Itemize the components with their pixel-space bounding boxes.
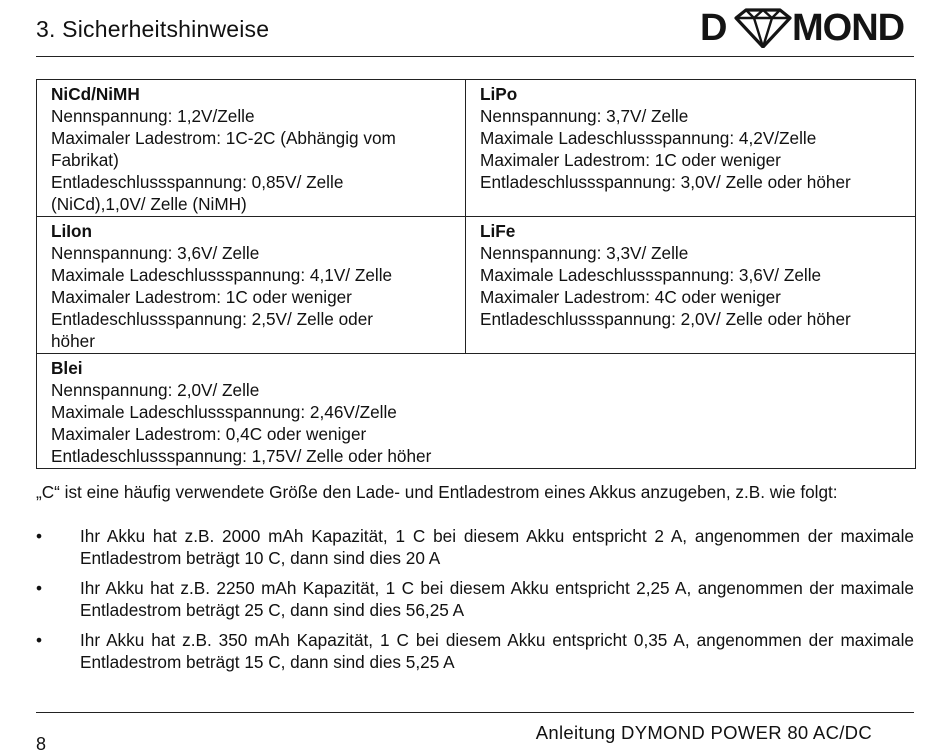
manual-title: Anleitung DYMOND POWER 80 AC/DC [535,722,872,743]
cell-line: (NiCd),1,0V/ Zelle (NiMH) [51,194,247,214]
table-cell-life [466,217,916,354]
cell-line: höher [51,331,95,351]
table-row [37,80,916,217]
section-title: 3. Sicherheitshinweise [36,16,270,42]
list-item [36,525,914,569]
table-row [37,217,916,354]
cell-line: Maximaler Ladestrom: 0,4C oder weniger [51,424,367,444]
cell-line: Maximale Ladeschlussspannung: 2,46V/Zelle [51,402,397,422]
cell-line: Nennspannung: 3,6V/ Zelle [51,243,260,263]
logo-wordmark: MOND [792,7,905,49]
c-rate-examples-list [36,525,914,681]
brand-logo [700,6,910,50]
cell-line: Maximaler Ladestrom: 4C oder weniger [480,287,781,307]
cell-title: LiFe [480,221,516,241]
header-divider [36,56,914,57]
table-cell-blei [37,354,916,469]
battery-spec-table [36,79,916,469]
cell-title: Blei [51,358,83,378]
cell-line: Maximale Ladeschlussspannung: 4,2V/Zelle [480,128,817,148]
cell-title: NiCd/NiMH [51,84,140,104]
table-cell-liion [37,217,466,354]
cell-line: Entladeschlussspannung: 3,0V/ Zelle oder höher [480,172,851,192]
cell-line: Fabrikat) [51,150,119,170]
table-cell-nicd-nimh [37,80,466,217]
cell-line: Entladeschlussspannung: 0,85V/ Zelle [51,172,344,192]
list-item-text: Ihr Akku hat z.B. 350 mAh Kapazität, 1 C bei diesem Akku entspricht 0,35 A, angenommen der maximale Entladestrom beträgt 15 C, dann sind dies 5,25 A [80,630,914,672]
cell-line: Nennspannung: 3,3V/ Zelle [480,243,689,263]
page-number: 8 [36,734,47,752]
list-item [36,577,914,621]
footer-divider [36,712,914,713]
list-item [36,629,914,673]
bullet-icon: • [36,578,43,598]
cell-line: Maximale Ladeschlussspannung: 3,6V/ Zelle [480,265,822,285]
diamond-icon [734,8,792,48]
cell-line: Maximaler Ladestrom: 1C oder weniger [480,150,781,170]
cell-line: Entladeschlussspannung: 2,5V/ Zelle oder [51,309,373,329]
cell-line: Maximaler Ladestrom: 1C oder weniger [51,287,352,307]
cell-line: Entladeschlussspannung: 2,0V/ Zelle oder höher [480,309,851,329]
list-item-text: Ihr Akku hat z.B. 2000 mAh Kapazität, 1 C bei diesem Akku entspricht 2 A, angenommen der maximale Entladestrom beträgt 10 C, dann sind dies 20 A [80,526,914,568]
c-rate-intro-paragraph: „C“ ist eine häufig verwendete Größe den Lade- und Entladestrom eines Akkus anzugeben, z.B. wie folgt: [36,482,838,502]
cell-line: Entladeschlussspannung: 1,75V/ Zelle oder höher [51,446,432,466]
cell-line: Nennspannung: 2,0V/ Zelle [51,380,260,400]
cell-line: Maximale Ladeschlussspannung: 4,1V/ Zelle [51,265,393,285]
logo-letter-d: D [700,7,727,49]
bullet-icon: • [36,630,43,650]
cell-title: LiPo [480,84,518,104]
table-row [37,354,916,469]
cell-line: Maximaler Ladestrom: 1C-2C (Abhängig vom [51,128,396,148]
cell-line: Nennspannung: 1,2V/Zelle [51,106,255,126]
table-cell-lipo [466,80,916,217]
bullet-icon: • [36,526,43,546]
list-item-text: Ihr Akku hat z.B. 2250 mAh Kapazität, 1 C bei diesem Akku entspricht 2,25 A, angenommen der maximale Entladestrom beträgt 25 C, dann sind dies 56,25 A [80,578,914,620]
cell-title: LiIon [51,221,93,241]
cell-line: Nennspannung: 3,7V/ Zelle [480,106,689,126]
